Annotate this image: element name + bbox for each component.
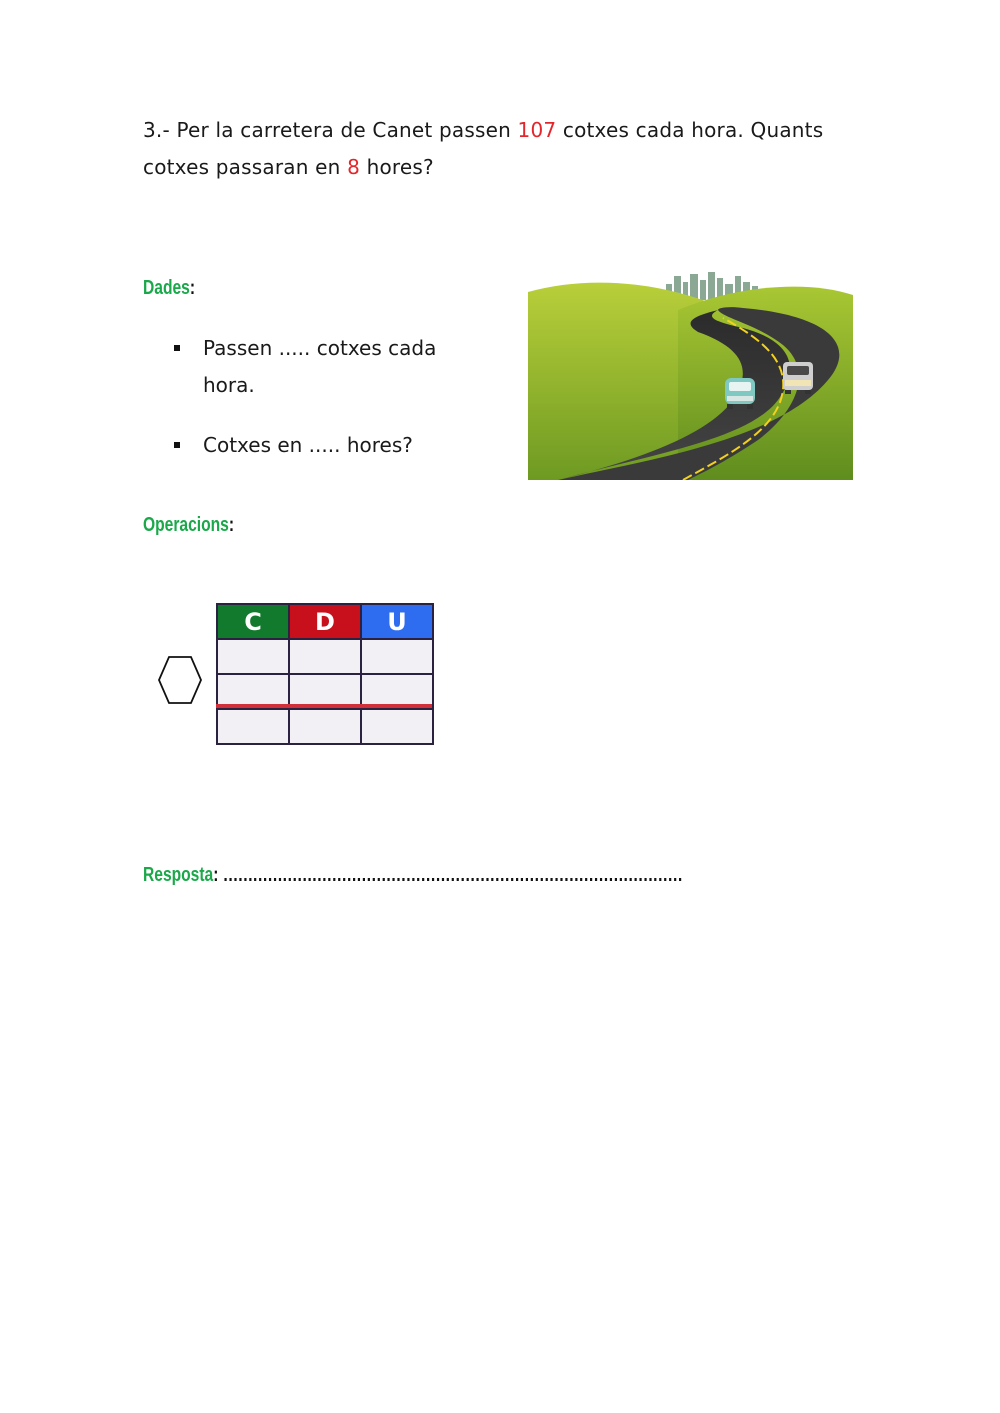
operacions-heading [143,514,234,537]
result-divider [216,704,432,708]
table-header-row [217,604,433,639]
list-item [172,427,472,464]
dades-heading [143,277,195,300]
table-row [217,639,433,674]
answer-line[interactable]: ………………………………………………………………………………… [222,864,683,886]
operacions-colon: : [228,514,235,536]
dades-colon: : [189,277,196,299]
dades-bullet-2: Cotxes en ..... hores? [203,433,413,457]
van-icon [783,362,813,394]
dades-bullet-1: Passen ..... cotxes cada hora. [203,336,437,397]
list-item [172,330,472,404]
resposta-heading [143,864,682,887]
header-d: D [289,604,361,639]
cars-per-hour-value: 107 [517,118,557,142]
table-cell[interactable] [217,709,289,744]
problem-statement [143,112,863,186]
table-cell[interactable] [289,639,361,674]
resposta-colon: : [213,864,223,886]
resposta-label: Resposta [143,864,214,886]
header-c: C [217,604,289,639]
table-cell[interactable] [289,709,361,744]
table-cell[interactable] [217,639,289,674]
problem-text-part3: hores? [360,155,434,179]
square-bullet-icon [174,442,180,448]
cdu-table [216,603,434,745]
hexagon-icon[interactable] [157,655,203,705]
dades-list [172,330,472,487]
table-row [217,709,433,744]
table-cell[interactable] [361,709,433,744]
square-bullet-icon [174,345,180,351]
operacions-label: Operacions [143,514,229,536]
hours-value: 8 [347,155,361,179]
problem-text-part2: cotxes cada hora. Quants cotxes passaran en [143,118,824,179]
header-u: U [361,604,433,639]
road-illustration [528,270,853,480]
dades-label: Dades [143,277,190,299]
table-cell[interactable] [361,639,433,674]
problem-text-part1: 3.- Per la carretera de Canet passen [143,118,518,142]
